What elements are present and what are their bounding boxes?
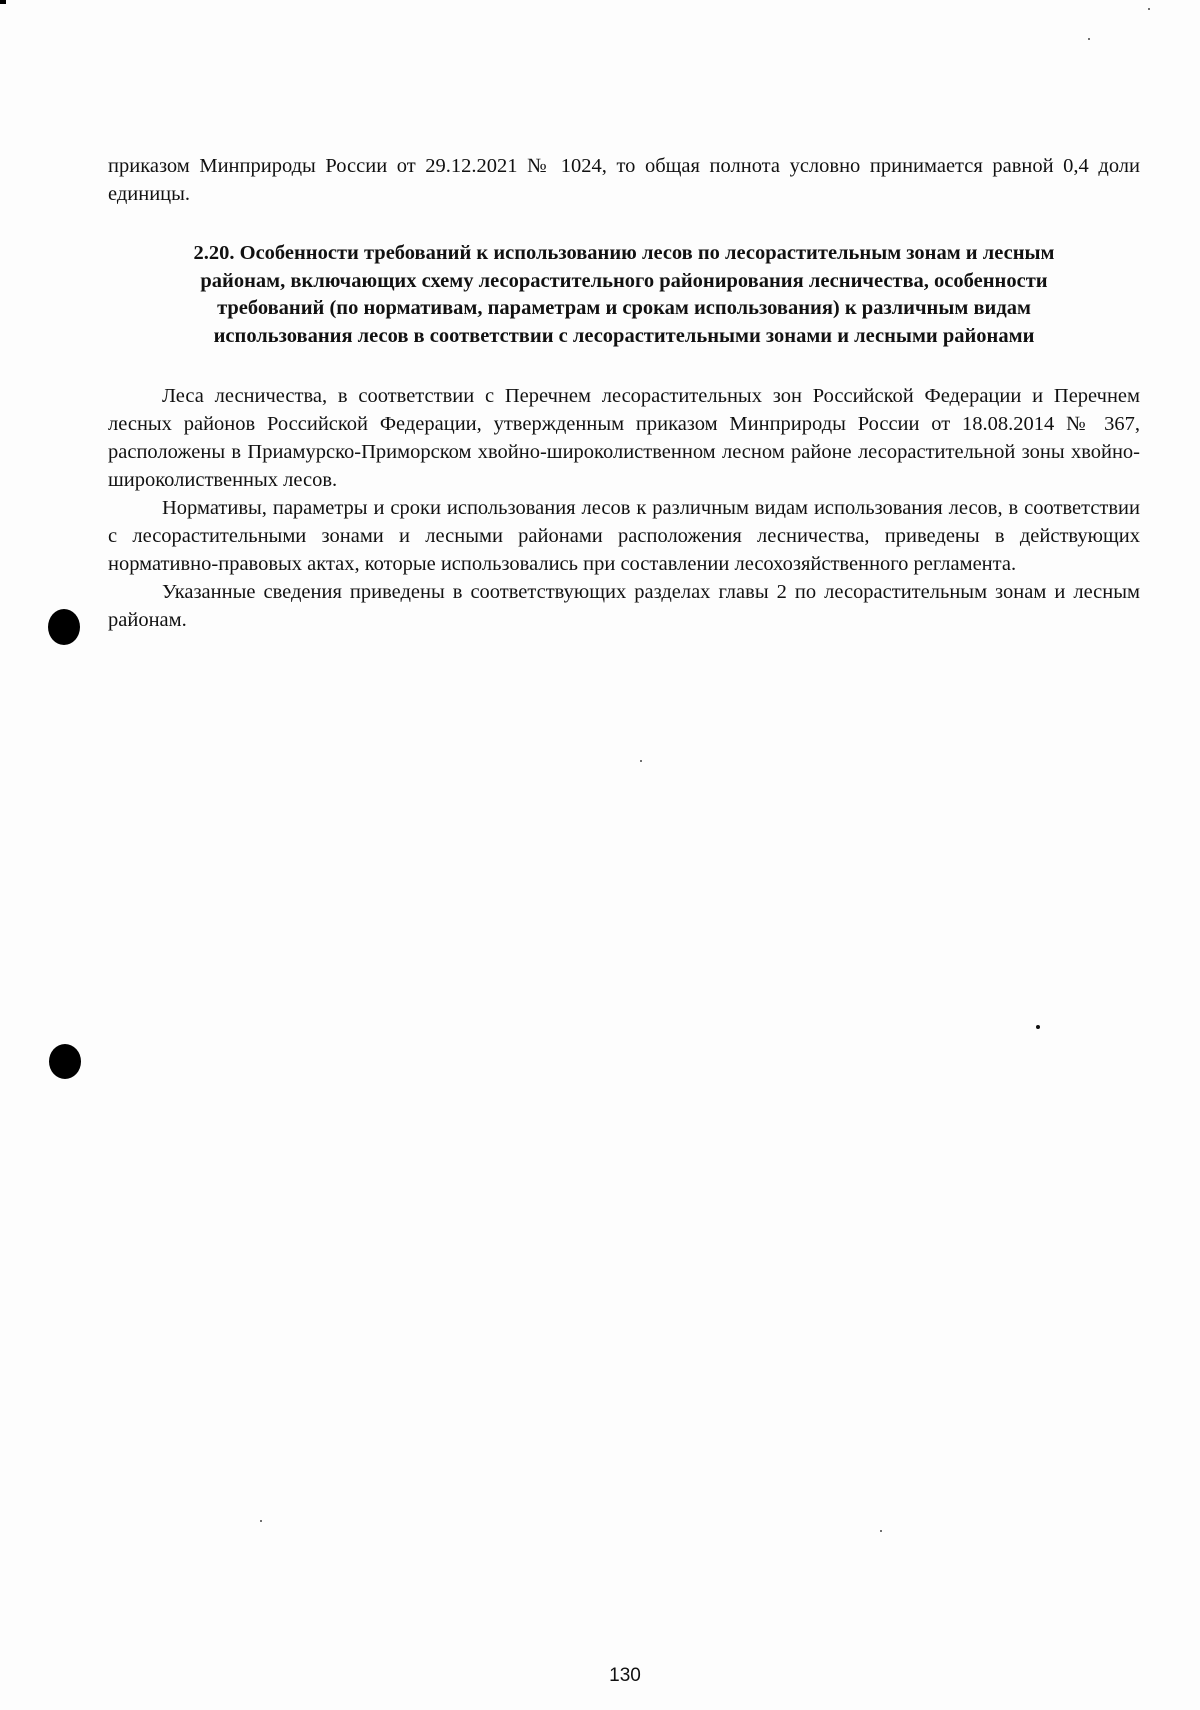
section-heading-line: требований (по нормативам, параметрам и срокам использования) к различным видам bbox=[217, 297, 1031, 319]
section-heading-line: 2.20. Особенности требований к использованию лесов по лесорастительным зонам и лесным bbox=[193, 242, 1055, 264]
section-heading bbox=[108, 240, 1140, 350]
paragraph-norms: Нормативы, параметры и сроки использования лесов к различным видам использования лесов, в соответствии с лесорастительными зонами и лесными районами расположения лесничества, приведены в действующих нормативно-правовых актах, которые использовались при составлении лесохозяйственного регламента. bbox=[108, 497, 1140, 575]
scan-corner-mark bbox=[0, 0, 6, 4]
scan-speck bbox=[260, 1520, 262, 1522]
section-heading-line: использования лесов в соответствии с лесорастительными зонами и лесными районами bbox=[213, 324, 1035, 347]
scan-speck bbox=[880, 1530, 882, 1532]
body-text bbox=[108, 382, 1140, 634]
section-heading-line: районам, включающих схему лесорастительного районирования лесничества, особенности bbox=[200, 269, 1048, 292]
scan-speck bbox=[1036, 1025, 1040, 1029]
page-number: 130 bbox=[609, 1665, 641, 1686]
scan-speck bbox=[1148, 8, 1150, 10]
paragraph-forest-zones: Леса лесничества, в соответствии с Перечнем лесорастительных зон Российской Федерации и Перечнем лесных районов Российской Федерации, утвержденным приказом Минприроды России от 18.08.2014 № 367, расположены в Приамурско-Приморском хвойно-широколиственном лесном районе лесорастительной зоны хвойно-широколиственных лесов. bbox=[108, 385, 1140, 491]
continuation-paragraph: приказом Минприроды России от 29.12.2021 № 1024, то общая полнота условно принимается равной 0,4 доли единицы. bbox=[108, 155, 1140, 205]
scan-speck bbox=[640, 760, 642, 762]
scan-speck bbox=[1088, 38, 1090, 40]
paragraph-references: Указанные сведения приведены в соответствующих разделах главы 2 по лесорастительным зонам и лесным районам. bbox=[108, 581, 1140, 631]
punch-hole bbox=[49, 1044, 81, 1079]
punch-hole bbox=[48, 609, 80, 645]
